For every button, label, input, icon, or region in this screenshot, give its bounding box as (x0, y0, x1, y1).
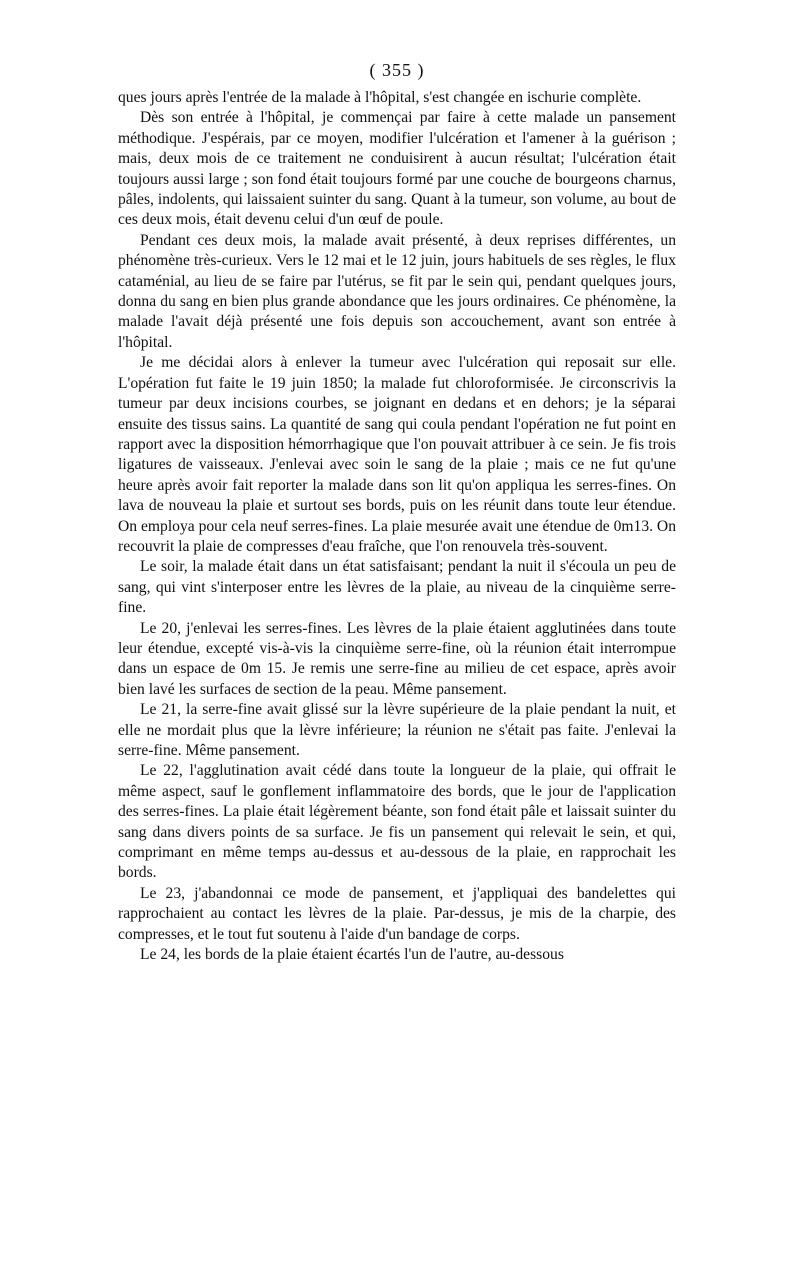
paragraph-le-22: Le 22, l'agglutination avait cédé dans toute la longueur de la plaie, qui offrait le même aspect, sauf le gonflement inflammatoire des bords, que le jour de l'application des serres-fines. La plaie était légèrement béante, son fond était pâle et laissait suinter du sang dans divers points de sa surface. Je fis un pansement qui relevait le sein, et qui, comprimant en même temps au-dessus et au-dessous de la plaie, en rapprochait les bords. (118, 762, 676, 882)
paragraph-le-23: Le 23, j'abandonnai ce mode de pansement, et j'appliquai des bandelettes qui rapprochaient au contact les lèvres de la plaie. Par-dessus, je mis de la charpie, des compresses, et le tout fut soutenu à l'aide d'un bandage de corps. (118, 884, 676, 943)
paragraph-phenomene: Pendant ces deux mois, la malade avait présenté, à deux reprises différentes, un phénomène très-curieux. Vers le 12 mai et le 12 juin, jours habituels de ses règles, le flux cataménial, au lieu de se faire par l'utérus, se fit par le sein qui, pendant quelques jours, donna du sang en bien plus grande abondance que les jours ordinaires. Ce phénomène, la malade l'avait déjà présenté une fois depuis son accouchement, avant son entrée à l'hôpital. (118, 231, 676, 351)
paragraph-continuation: ques jours après l'entrée de la malade à l'hôpital, s'est changée en ischurie complète. (118, 89, 642, 106)
paragraph-le-20: Le 20, j'enlevai les serres-fines. Les lèvres de la plaie étaient agglutinées dans toute leur étendue, excepté vis-à-vis la cinquième serre-fine, où la réunion était interrompue dans un espace de 0m 15. Je remis une serre-fine au milieu de cet espace, après avoir bien lavé les surfaces de section de la peau. Même pansement. (118, 619, 676, 698)
paragraph-le-24: Le 24, les bords de la plaie étaient écartés l'un de l'autre, au-dessous (140, 946, 564, 964)
book-page (118, 58, 676, 965)
page-number: ( 355 ) (369, 60, 425, 80)
paragraph-pansement: Dès son entrée à l'hôpital, je commençai par faire à cette malade un pansement méthodique. J'espérais, par ce moyen, modifier l'ulcération et l'amener à la guérison ; mais, deux mois de ce traitement ne conduisirent à aucun résultat; l'ulcération était toujours aussi large ; son fond était toujours formé par une couche de bourgeons charnus, pâles, indolents, qui laissaient suinter du sang. Quant à la tumeur, son volume, au bout de ces deux mois, était devenu celui d'un œuf de poule. (118, 109, 676, 229)
paragraph-operation: Je me décidai alors à enlever la tumeur avec l'ulcération qui reposait sur elle. L'opération fut faite le 19 juin 1850; la malade fut chloroformisée. Je circonscrivis la tumeur par deux incisions courbes, se joignant en dedans et en dehors; je la séparai ensuite des tissus sains. La quantité de sang qui coula pendant l'opération ne fut point en rapport avec la disposition hémorrhagique que l'on pouvait attribuer à ce sein. Je fis trois ligatures de vaisseaux. J'enlevai avec soin le sang de la plaie ; mais ce ne fut qu'une heure après avoir fait reporter la malade dans son lit qu'on appliqua les serres-fines. On lava de nouveau la plaie et surtout ses bords, puis on les réunit dans toute leur étendue. On employa pour cela neuf serres-fines. La plaie mesurée avait une étendue de 0m13. On recouvrit la plaie de compresses d'eau fraîche, que l'on renouvela très-souvent. (118, 354, 676, 555)
paragraph-le-21: Le 21, la serre-fine avait glissé sur la lèvre supérieure de la plaie pendant la nuit, et elle ne mordait plus que la lèvre inférieure; la réunion ne s'était pas faite. J'enlevai la serre-fine. Même pansement. (118, 701, 676, 759)
paragraph-le-soir: Le soir, la malade était dans un état satisfaisant; pendant la nuit il s'écoula un peu de sang, qui vint s'interposer entre les lèvres de la plaie, au niveau de la cinquième serre-fine. (118, 558, 676, 617)
